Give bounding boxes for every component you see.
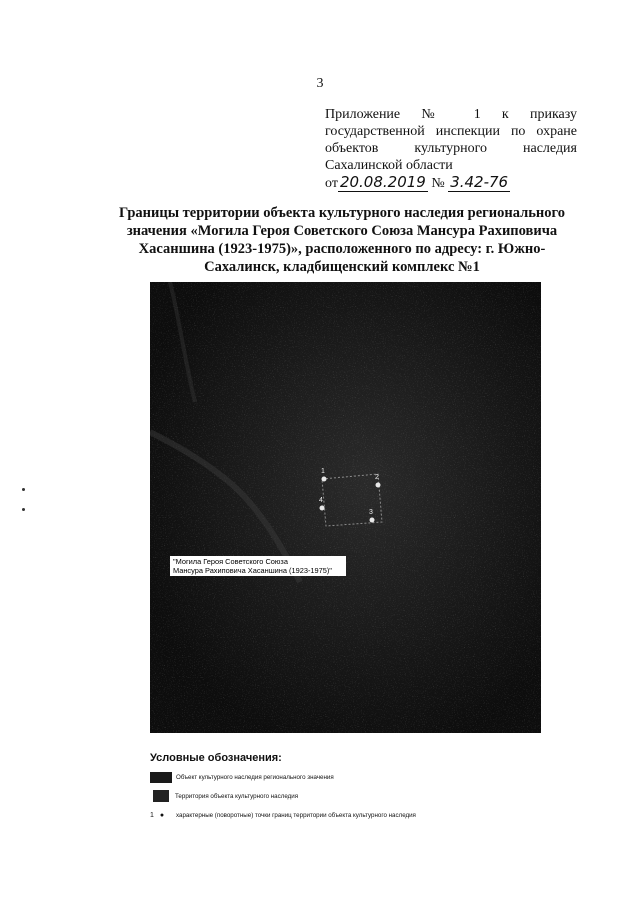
object-callout xyxy=(170,556,346,576)
point-label-1: 1 xyxy=(321,468,325,475)
aerial-map xyxy=(150,282,541,733)
map-legend xyxy=(150,752,490,826)
appendix-line-1: Приложение № 1 к приказу xyxy=(325,107,577,122)
document-title: Границы территории объекта культурного наследия регионального значения «Могила Героя Советского Союза Мансура Рахиповича Хасаншина (1923-1975)», расположенного по адресу: г. Южно-Сахалинск, кладбищенский комплекс №1 xyxy=(119,205,565,275)
map-texture xyxy=(150,282,541,733)
order-date-line xyxy=(325,174,577,192)
appendix-line-2: государственной инспекции по охране xyxy=(325,124,577,139)
marker-dot-icon: ● xyxy=(159,811,165,819)
appendix-line-4: Сахалинской области xyxy=(325,158,453,173)
number-prefix: № xyxy=(431,176,445,191)
boundary-point-3 xyxy=(370,518,375,523)
object-callout-line-1: "Могила Героя Советского Союза xyxy=(173,557,288,566)
object-callout-line-2: Мансура Рахиповича Хасаншина (1923-1975)" xyxy=(173,566,332,575)
legend-row-object xyxy=(150,769,490,785)
order-date: 20.08.2019 xyxy=(339,173,426,191)
legend-territory-label: Территория объекта культурного наследия xyxy=(175,792,299,800)
scan-speck xyxy=(22,508,25,511)
date-prefix: от xyxy=(325,176,338,191)
scan-speck xyxy=(22,488,25,491)
boundary-point-marker-icon xyxy=(150,812,172,819)
object-swatch-icon xyxy=(150,772,172,783)
boundary-point-4 xyxy=(320,506,325,511)
point-label-2: 2 xyxy=(375,474,379,481)
legend-row-points xyxy=(150,807,490,823)
appendix-header xyxy=(325,106,577,192)
boundary-point-2 xyxy=(376,483,381,488)
order-number: 3.42-76 xyxy=(450,173,509,191)
legend-points-label: характерные (поворотные) точки границ территории объекта культурного наследия xyxy=(176,811,416,819)
legend-title: Условные обозначения: xyxy=(150,752,282,764)
page-number: 3 xyxy=(316,76,324,91)
point-label-3: 3 xyxy=(369,509,373,516)
boundary-point-1 xyxy=(322,477,327,482)
legend-object-label: Объект культурного наследия регионального значения xyxy=(176,773,334,781)
territory-swatch-icon xyxy=(153,790,169,802)
point-label-4: 4 xyxy=(319,497,323,504)
appendix-line-3: объектов культурного наследия xyxy=(325,141,577,156)
legend-row-territory xyxy=(150,788,490,804)
marker-number: 1 xyxy=(150,811,154,819)
